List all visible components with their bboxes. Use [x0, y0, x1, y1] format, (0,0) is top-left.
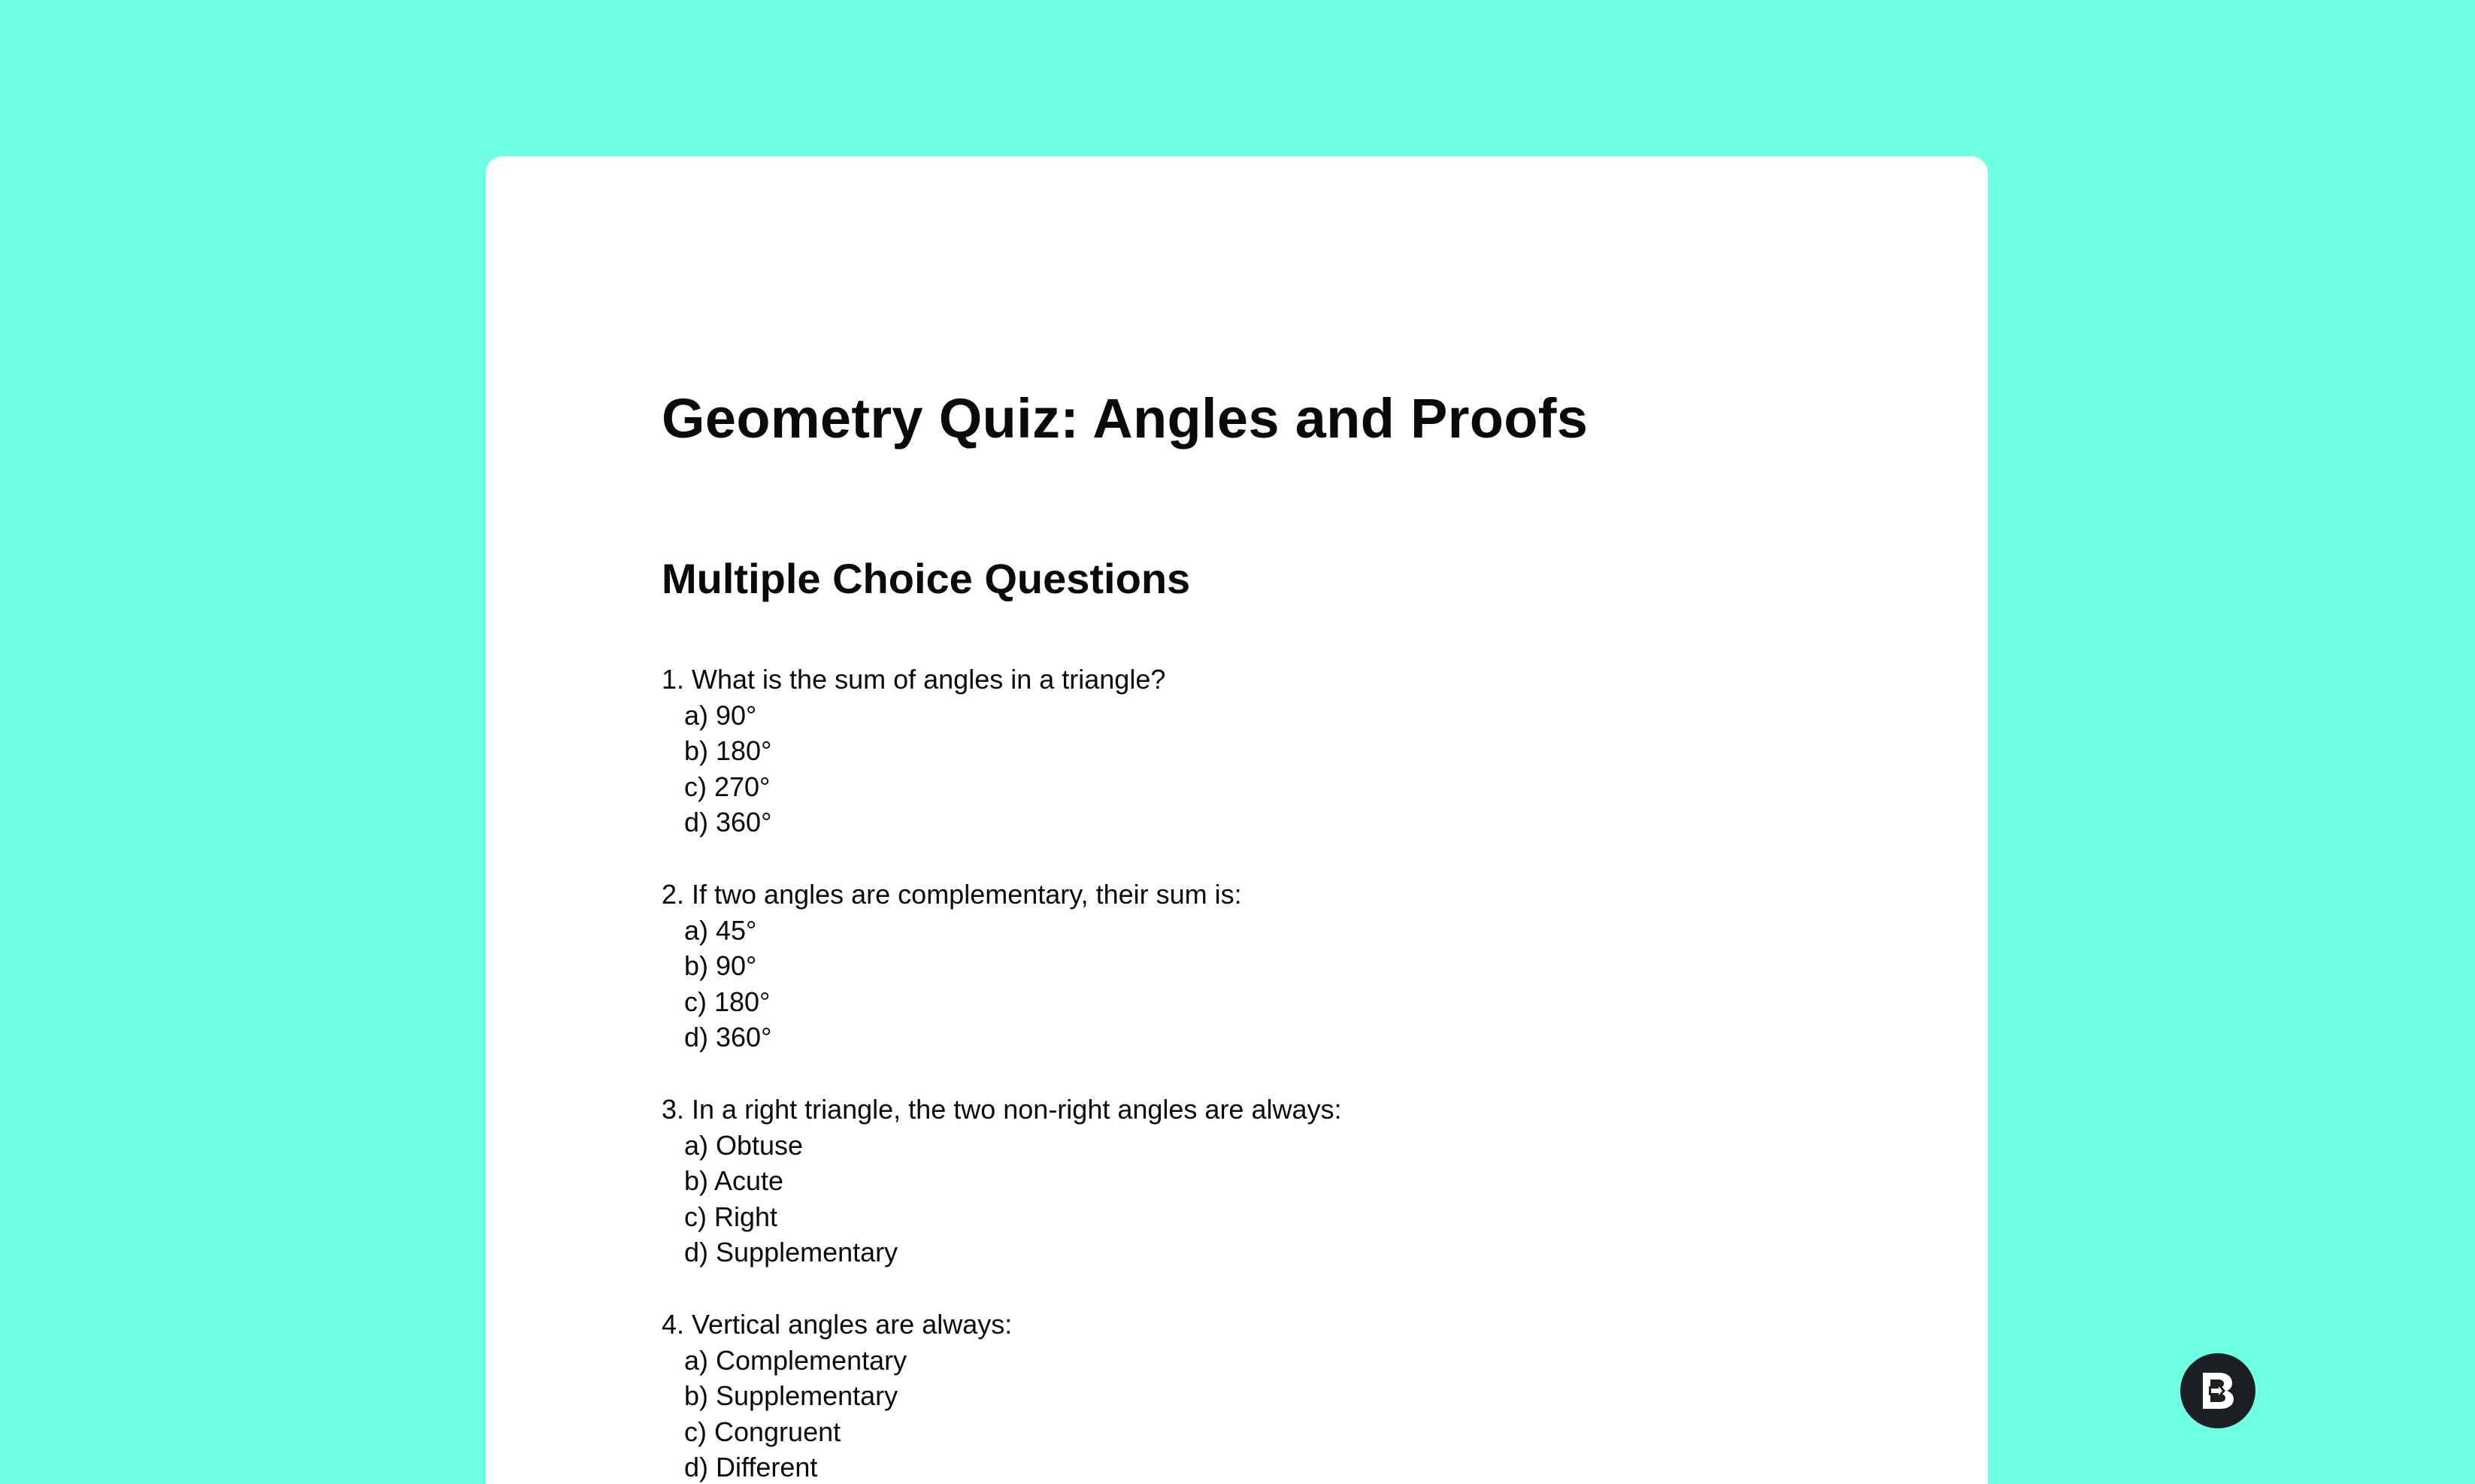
section-title: Multiple Choice Questions [662, 555, 1191, 602]
answer-option: b) 180° [684, 735, 772, 767]
answer-option: a) Obtuse [684, 1129, 804, 1161]
question-text: 1. What is the sum of angles in a triangle? [662, 664, 1166, 695]
question-text: 3. In a right triangle, the two non-right angles are always: [662, 1093, 1342, 1125]
answer-option: b) 90° [684, 950, 757, 982]
option-list [662, 1128, 1342, 1270]
answer-option: c) 180° [684, 986, 771, 1017]
answer-option: d) Supplementary [684, 1237, 898, 1268]
option-list [662, 698, 1342, 840]
answer-option: d) 360° [684, 807, 772, 838]
question-item [662, 1092, 1342, 1270]
answer-option: a) 45° [684, 914, 757, 946]
question-item [662, 1307, 1342, 1484]
brand-badge-button[interactable] [2180, 1353, 2255, 1428]
answer-option: d) 360° [684, 1022, 772, 1053]
question-text: 2. If two angles are complementary, their sum is: [662, 878, 1242, 910]
question-item [662, 877, 1342, 1055]
answer-option: c) Congruent [684, 1416, 841, 1447]
question-item [662, 662, 1342, 840]
answer-option: b) Supplementary [684, 1380, 898, 1412]
document-card [486, 156, 1988, 1484]
answer-option: c) Right [684, 1201, 778, 1232]
answer-option: c) 270° [684, 771, 771, 802]
answer-option: a) Complementary [684, 1344, 907, 1376]
answer-option: d) Different [684, 1452, 818, 1483]
question-list [662, 662, 1342, 1484]
document-title: Geometry Quiz: Angles and Proofs [662, 387, 1589, 450]
option-list [662, 913, 1342, 1055]
brand-logo-icon [2195, 1368, 2240, 1413]
answer-option: b) Acute [684, 1165, 784, 1197]
answer-option: a) 90° [684, 699, 757, 731]
question-text: 4. Vertical angles are always: [662, 1308, 1013, 1340]
option-list [662, 1343, 1342, 1484]
